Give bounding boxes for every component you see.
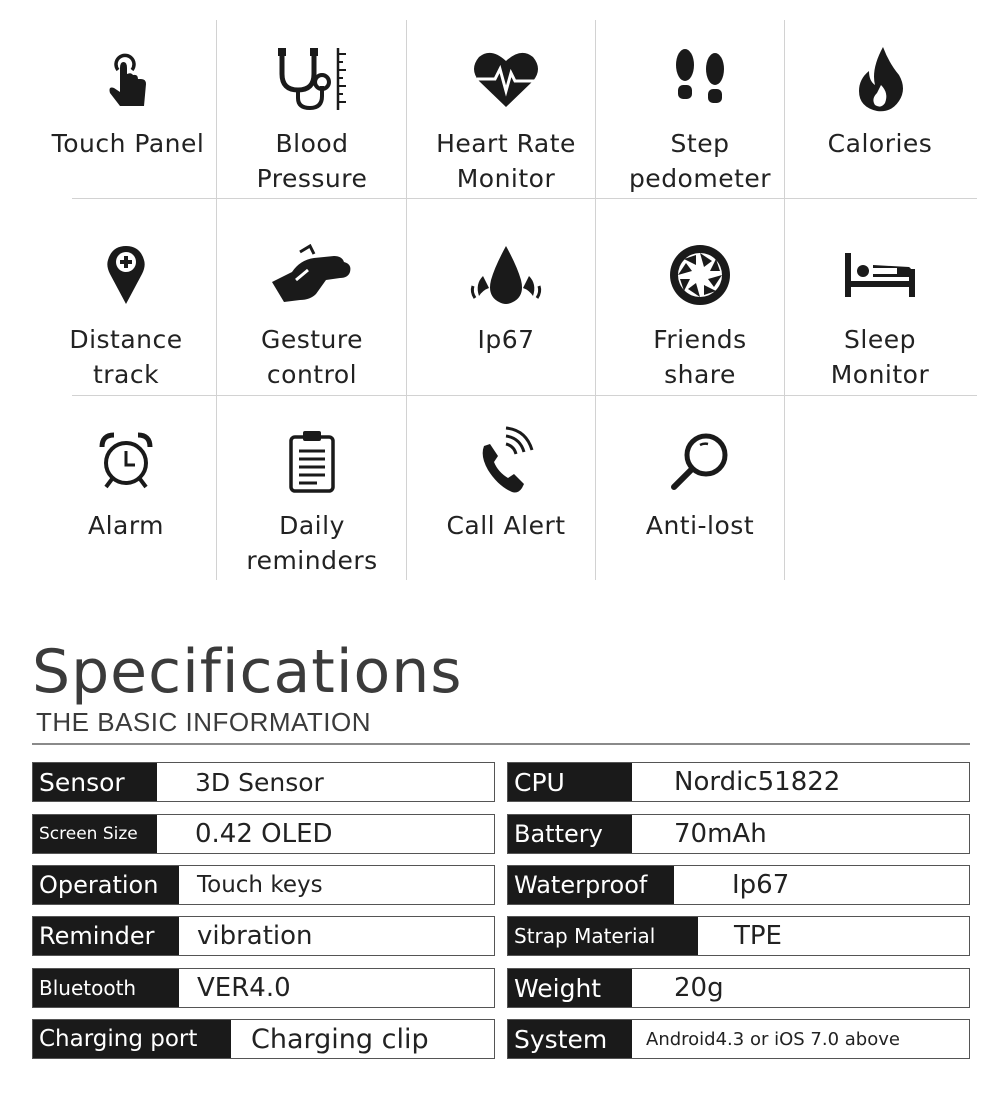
- spec-value: 70mAh: [674, 819, 767, 849]
- spec-value: Ip67: [732, 870, 790, 900]
- spec-row: [32, 968, 495, 1008]
- spec-value: Nordic51822: [674, 767, 841, 797]
- spec-row: [507, 865, 970, 905]
- heart-rate-icon: [471, 49, 541, 109]
- clipboard-icon: [287, 429, 337, 493]
- spec-key: Strap Material: [508, 917, 698, 955]
- spec-value: Android4.3 or iOS 7.0 above: [646, 1028, 900, 1050]
- spec-row: [32, 865, 495, 905]
- footprints-icon: [669, 47, 731, 111]
- feature-blood-pressure: [222, 44, 402, 196]
- feature-ip67: [416, 240, 596, 357]
- spec-key: Waterproof: [508, 866, 674, 904]
- feature-call-alert: [416, 426, 596, 543]
- spec-row: [507, 1019, 970, 1059]
- spec-row: [507, 762, 970, 802]
- spec-row: [507, 814, 970, 854]
- gesture-hand-icon: [270, 244, 354, 306]
- spec-row: [32, 1019, 495, 1059]
- feature-label: Step pedometer: [628, 129, 772, 193]
- spec-key: CPU: [508, 763, 632, 801]
- feature-distance-track: [36, 240, 216, 392]
- spec-value: Touch keys: [197, 872, 323, 898]
- feature-calories: [790, 44, 970, 161]
- spec-key: Battery: [508, 815, 632, 853]
- feature-friends-share: [610, 240, 790, 392]
- feature-label: Blood Pressure: [256, 129, 368, 193]
- water-drop-icon: [469, 244, 543, 306]
- grid-divider: [406, 20, 407, 580]
- feature-label: Sleep Monitor: [830, 325, 930, 389]
- spec-row: [507, 968, 970, 1008]
- feature-label: Distance track: [69, 325, 183, 389]
- spec-key: Operation: [33, 866, 179, 904]
- feature-sleep-monitor: [790, 240, 970, 392]
- grid-divider: [72, 395, 977, 396]
- spec-key: Sensor: [33, 763, 157, 801]
- feature-label: Call Alert: [446, 511, 566, 540]
- feature-gesture-control: [222, 240, 402, 392]
- feature-label: Heart Rate Monitor: [436, 129, 576, 193]
- feature-label: Anti-lost: [645, 511, 755, 540]
- specifications-subtitle: THE BASIC INFORMATION: [36, 707, 372, 737]
- spec-key: System: [508, 1020, 632, 1058]
- spec-key: Charging port: [33, 1020, 231, 1058]
- spec-row: [507, 916, 970, 956]
- location-pin-icon: [106, 244, 146, 306]
- feature-touch-panel: [38, 44, 218, 161]
- divider: [32, 743, 970, 745]
- grid-divider: [72, 198, 977, 199]
- feature-label: Gesture control: [260, 325, 364, 389]
- magnifier-icon: [670, 431, 730, 491]
- feature-heart-rate: [416, 44, 596, 196]
- feature-anti-lost: [610, 426, 790, 543]
- feature-label: Touch Panel: [51, 129, 205, 158]
- flame-icon: [855, 45, 905, 113]
- feature-step-pedometer: [610, 44, 790, 196]
- feature-label: Friends share: [653, 325, 747, 389]
- spec-key: Reminder: [33, 917, 179, 955]
- spec-key: Bluetooth: [33, 969, 179, 1007]
- spec-row: [32, 762, 495, 802]
- spec-value: VER4.0: [197, 973, 291, 1003]
- spec-key: Weight: [508, 969, 632, 1007]
- specifications-title: Specifications: [32, 637, 463, 707]
- aperture-icon: [668, 243, 732, 307]
- touch-icon: [98, 44, 158, 114]
- feature-daily-reminders: [222, 426, 402, 578]
- feature-label: Alarm: [87, 511, 165, 540]
- stethoscope-icon: [272, 44, 352, 114]
- feature-label: Ip67: [477, 325, 535, 354]
- spec-row: [32, 814, 495, 854]
- spec-value: Charging clip: [251, 1023, 429, 1055]
- spec-key: Screen Size: [33, 815, 157, 853]
- spec-value: vibration: [197, 921, 313, 951]
- feature-alarm: [36, 426, 216, 543]
- spec-row: [32, 916, 495, 956]
- bed-icon: [843, 251, 917, 299]
- phone-ringing-icon: [476, 426, 536, 496]
- alarm-clock-icon: [98, 431, 154, 491]
- spec-value: 3D Sensor: [195, 767, 324, 797]
- spec-value: 0.42 OLED: [195, 819, 333, 849]
- spec-value: 20g: [674, 973, 724, 1003]
- feature-label: Calories: [827, 129, 933, 158]
- spec-value: TPE: [734, 921, 782, 951]
- feature-label: Daily reminders: [246, 511, 378, 575]
